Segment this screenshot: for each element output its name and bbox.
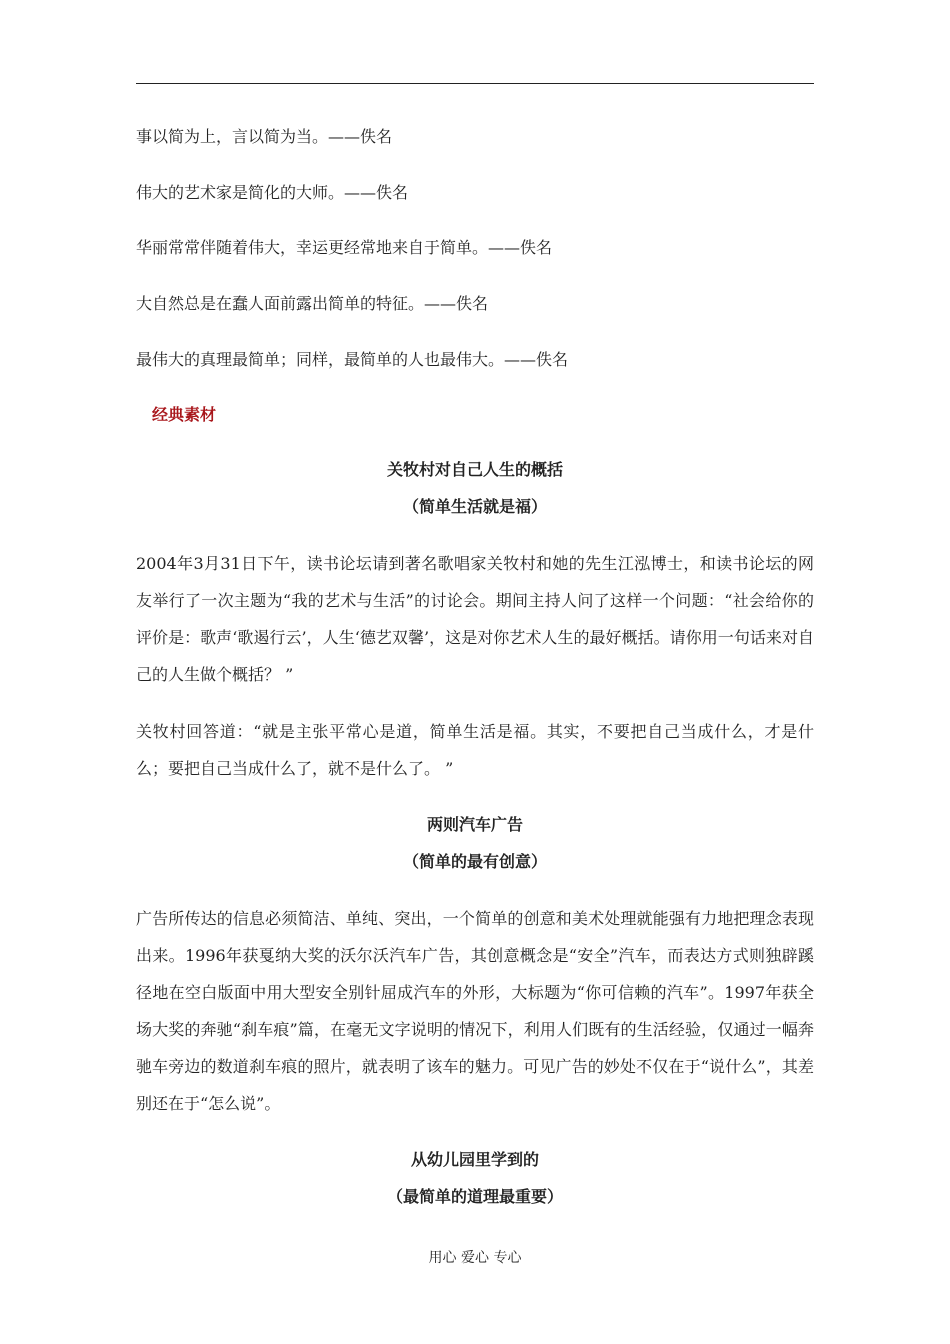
quote-line: 华丽常常伴随着伟大，幸运更经常地来自于简单。——佚名 <box>136 238 553 257</box>
header-rule <box>136 83 814 84</box>
section-heading: 经典素材 <box>152 405 217 424</box>
quote-line: 事以简为上，言以简为当。——佚名 <box>136 127 393 146</box>
story-paragraph: 2004年3月31日下午，读书论坛请到著名歌唱家关牧村和她的先生江泓博士，和读书论坛的网友举行了一次主题为“我的艺术与生活”的讨论会。期间主持人问了这样一个问题：“社会给你的评价是：歌声‘歌遏行云’，人生‘德艺双馨’，这是对你艺术人生的最好概括。请你用一句话来对自己的人生做个概括？ ” <box>136 554 814 684</box>
story-subtitle: （简单生活就是福） <box>402 497 547 516</box>
story-title: 从幼儿园里学到的 <box>410 1150 539 1169</box>
story-paragraph: 关牧村回答道：“就是主张平常心是道，简单生活是福。其实，不要把自己当成什么，才是什么；要把自己当成什么了，就不是什么了。 ” <box>136 722 814 778</box>
story-title: 关牧村对自己人生的概括 <box>386 460 563 479</box>
story-subtitle: （最简单的道理最重要） <box>386 1187 563 1206</box>
story-subtitle: （简单的最有创意） <box>402 852 547 871</box>
quote-line: 大自然总是在蠢人面前露出简单的特征。——佚名 <box>136 294 489 313</box>
story-title: 两则汽车广告 <box>426 815 523 834</box>
quote-line: 最伟大的真理最简单；同样，最简单的人也最伟大。——佚名 <box>136 350 569 369</box>
quote-line: 伟大的艺术家是简化的大师。——佚名 <box>136 183 409 202</box>
story-paragraph: 广告所传达的信息必须简洁、单纯、突出，一个简单的创意和美术处理就能强有力地把理念表现出来。1996年获戛纳大奖的沃尔沃汽车广告，其创意概念是“安全”汽车，而表达方式则独辟蹊径地在空白版面中用大型安全别针屈成汽车的外形，大标题为“你可信赖的汽车”。1997年获全场大奖的奔驰“刹车痕”篇，在毫无文字说明的情况下，利用人们既有的生活经验，仅通过一幅奔驰车旁边的数道刹车痕的照片，就表明了该车的魅力。可见广告的妙处不仅在于“说什么”，其差别还在于“怎么说”。 <box>136 909 814 1113</box>
page-footer: 用心 爱心 专心 <box>428 1250 522 1266</box>
